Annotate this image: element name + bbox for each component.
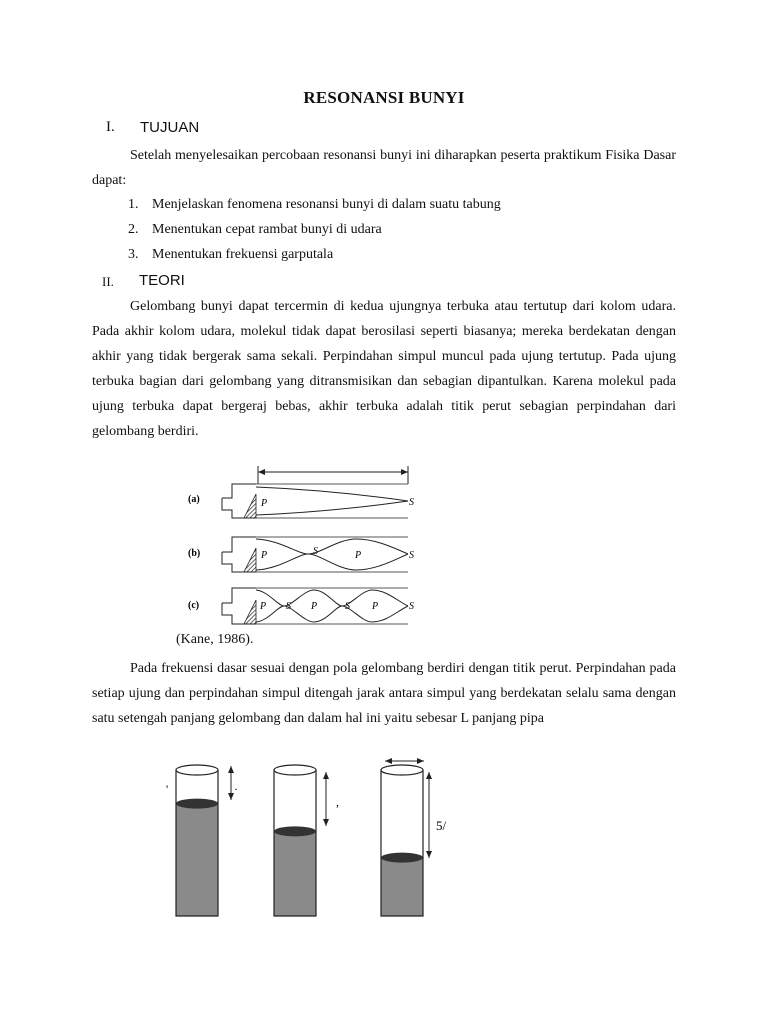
wave-row-c xyxy=(188,588,414,624)
marker-s: S xyxy=(409,601,414,612)
tube-rim xyxy=(274,765,316,775)
section-number: II. xyxy=(102,274,114,289)
tube-2 xyxy=(274,765,316,916)
water-column xyxy=(381,858,423,916)
water-column xyxy=(176,804,218,916)
tujuan-intro-text: Setelah menyelesaikan percobaan resonansi bunyi ini diharapkan peserta praktikum Fisika Dasar dapat: xyxy=(92,148,676,188)
tujuan-intro xyxy=(92,143,676,193)
marker-s: S xyxy=(345,601,350,612)
teori-paragraph-2-text: Pada frekuensi dasar sesuai dengan pola gelombang berdiri dengan titik perut. Perpindahan pada setiap ujung dan perpindahan simpul ditengah jarak antara simpul yang berdekatan selalu sama dengan satu setengah panjang gelombang dan dalam hal ini yaitu sebesar L panjang pipa xyxy=(92,661,676,726)
row-label: (b) xyxy=(188,548,201,559)
wave-row-b xyxy=(188,537,414,572)
tube-rim xyxy=(381,765,423,775)
tube-3 xyxy=(381,765,423,916)
marker-s: S xyxy=(286,601,291,612)
figure-caption: (Kane, 1986). xyxy=(176,632,254,647)
list-item: 2. Menentukan cepat rambat bunyi di udara xyxy=(128,222,382,237)
section-number: I. xyxy=(106,119,115,135)
water-surface xyxy=(274,826,316,836)
teori-paragraph-2 xyxy=(92,656,676,731)
length-arrow xyxy=(258,466,408,484)
marker-p: P xyxy=(355,550,362,561)
marker-s: S xyxy=(313,546,318,557)
teori-paragraph-1 xyxy=(92,294,676,444)
marker-s: S xyxy=(409,497,414,508)
tube-rim xyxy=(176,765,218,775)
section-title: TEORI xyxy=(139,272,185,289)
marker-p: P xyxy=(260,601,267,612)
list-item: 1. Menjelaskan fenomena resonansi bunyi di dalam suatu tabung xyxy=(128,197,501,212)
svg-text:,: , xyxy=(336,795,339,809)
marker-p: P xyxy=(261,550,268,561)
row-label: (c) xyxy=(188,600,200,611)
tube-2-measure xyxy=(323,772,339,826)
wave-row-a xyxy=(188,484,414,518)
standing-wave-figure xyxy=(180,460,440,630)
section-title: TUJUAN xyxy=(140,119,200,136)
tujuan-list xyxy=(128,192,501,267)
marker-p: P xyxy=(311,601,318,612)
tube-label: 5/ xyxy=(436,818,447,833)
row-label: (a) xyxy=(188,494,200,505)
resonance-tubes-figure xyxy=(150,748,470,923)
water-surface xyxy=(176,799,218,809)
teori-paragraph-1-text: Gelombang bunyi dapat tercermin di kedua ujungnya terbuka atau tertutup dari kolom udara. Pada akhir kolom udara, molekul tidak dapat berosilasi seperti biasanya; mereka berdekatan dengan akhir yang tidak bergerak sama sekali. Perpindahan simpul muncul pada ujung tertutup. Pada ujung terbuka bagian dari gelombang yang ditransmisikan dan sebagian dipantulkan. Karena molekul pada ujung terbuka dapat bergeraj bebas, akhir terbuka adalah titik perut sebagian perpindahan dari gelombang berdiri. xyxy=(92,299,676,439)
water-column xyxy=(274,831,316,916)
svg-text:': ' xyxy=(166,782,169,796)
marker-p: P xyxy=(372,601,379,612)
list-item: 3. Menentukan frekuensi garputala xyxy=(128,247,334,262)
svg-text:·: · xyxy=(234,782,238,796)
marker-s: S xyxy=(409,550,414,561)
document-title: RESONANSI BUNYI xyxy=(303,88,465,107)
tube-1 xyxy=(176,765,218,916)
water-surface xyxy=(381,853,423,863)
marker-p: P xyxy=(261,498,268,509)
